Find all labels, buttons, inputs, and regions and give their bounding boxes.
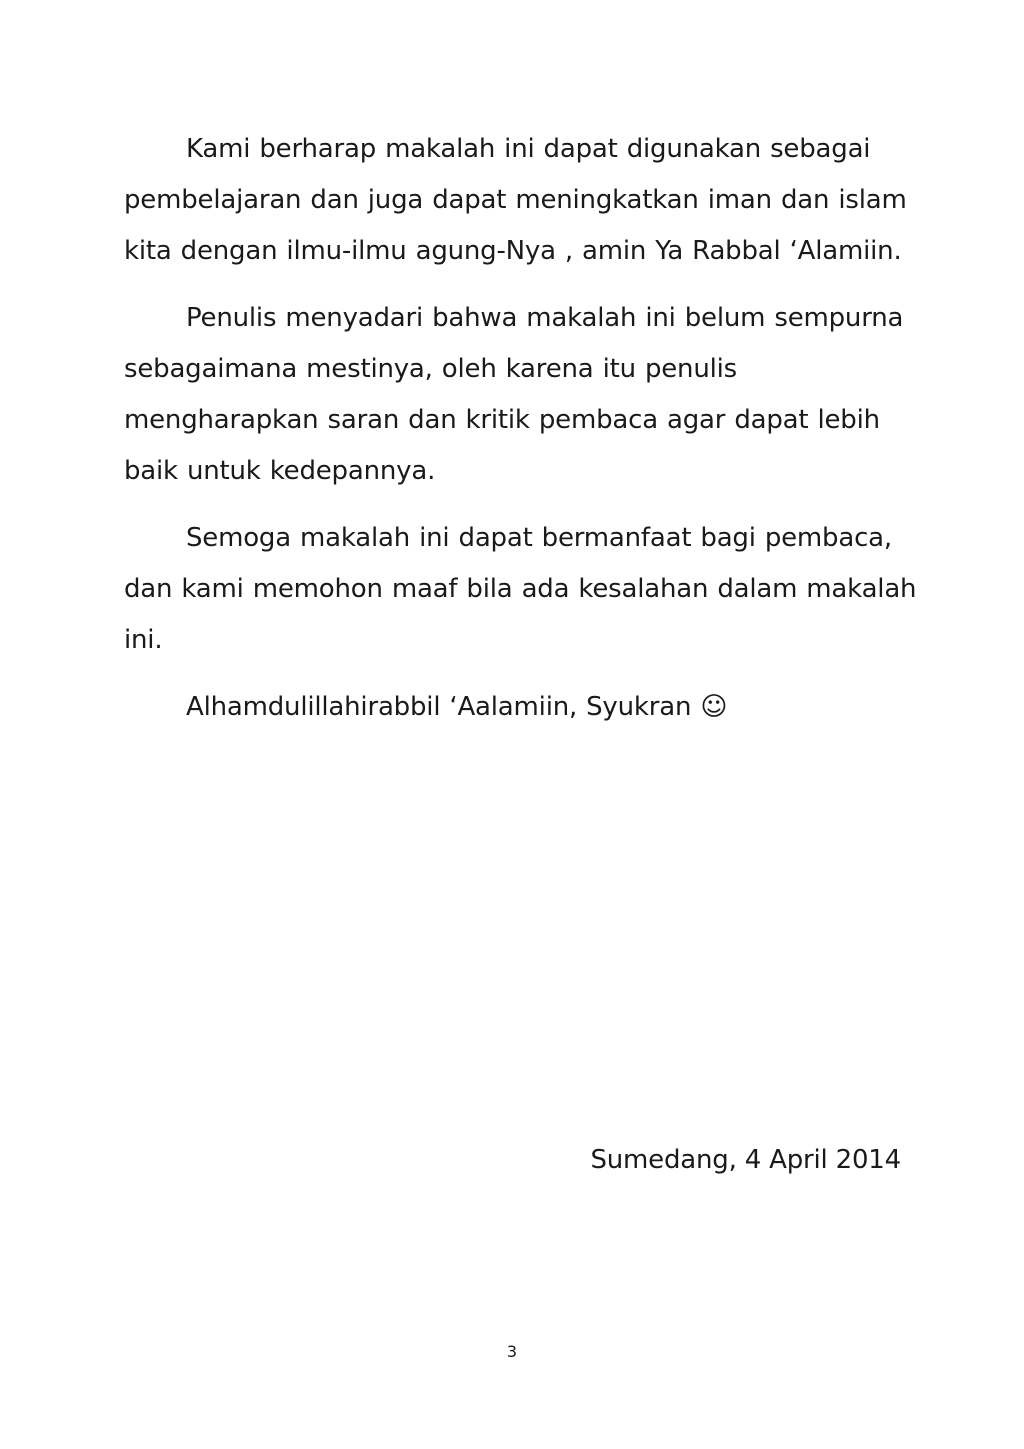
paragraph-line: Penulis menyadari bahwa makalah ini belum sempurna — [186, 303, 904, 333]
paragraph-line: mengharapkan saran dan kritik pembaca agar dapat lebih — [124, 405, 880, 435]
paragraph-line: ini. — [124, 625, 163, 655]
paragraph-line: sebagaimana mestinya, oleh karena itu penulis — [124, 354, 737, 384]
paragraph-spacer — [124, 497, 904, 513]
paragraph-acknowledgement — [124, 293, 904, 497]
page-number: 3 — [506, 1342, 518, 1361]
paragraph-line: pembelajaran dan juga dapat meningkatkan iman dan islam — [124, 185, 907, 215]
paragraph-closing — [124, 682, 904, 733]
paragraph-line: Alhamdulillahirabbil ‘Aalamiin, Syukran ☺ — [186, 692, 728, 722]
paragraph-line: dan kami memohon maaf bila ada kesalahan dalam makalah — [124, 574, 917, 604]
document-body — [124, 124, 917, 733]
paragraph-spacer — [124, 666, 904, 682]
paragraph-line: kita dengan ilmu-ilmu agung-Nya , amin Ya Rabbal ‘Alamiin. — [124, 236, 902, 266]
paragraph-line: baik untuk kedepannya. — [124, 456, 436, 486]
paragraph-line: Semoga makalah ini dapat bermanfaat bagi pembaca, — [186, 523, 892, 553]
paragraph-hope — [124, 124, 907, 277]
place-date-signature: Sumedang, 4 April 2014 — [590, 1145, 901, 1175]
paragraph-line: Kami berharap makalah ini dapat digunakan sebagai — [186, 134, 871, 164]
paragraph-spacer — [124, 277, 904, 293]
paragraph-apology — [124, 513, 917, 666]
